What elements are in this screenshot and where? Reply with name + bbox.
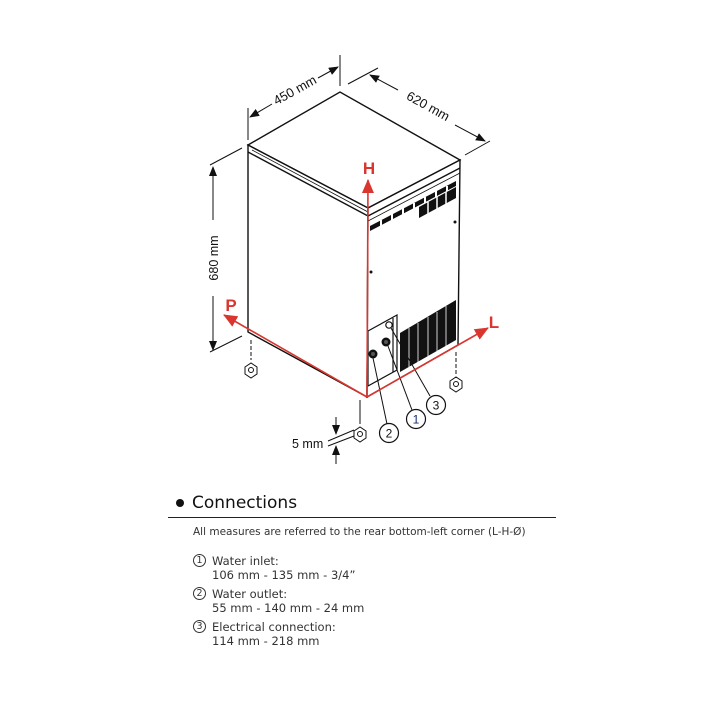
connection-item-electrical	[193, 620, 558, 648]
connection-item-water-outlet	[193, 587, 558, 615]
depth-label: 620 mm	[404, 88, 453, 125]
connections-note: All measures are referred to the rear bottom-left corner (L-H-Ø)	[193, 526, 526, 538]
connection-values: 55 mm - 140 mm - 24 mm	[212, 601, 365, 615]
svg-text:3: 3	[432, 398, 440, 413]
h-axis-label: H	[362, 159, 376, 178]
connections-list	[193, 554, 558, 648]
connection-label: Water inlet:	[212, 554, 279, 568]
callout-1	[407, 410, 426, 429]
h-axis-line	[367, 180, 368, 397]
l-axis-label: L	[488, 313, 500, 332]
water-outlet-port	[369, 350, 378, 359]
connection-values: 106 mm - 135 mm - 3/4”	[212, 568, 356, 582]
callout-2	[380, 424, 399, 443]
number-3-icon: 3	[193, 620, 206, 633]
connections-heading	[176, 490, 558, 516]
callout-3	[427, 396, 446, 415]
connection-label: Water outlet:	[212, 587, 288, 601]
foot-height-dimension	[328, 417, 354, 464]
number-2-icon: 2	[193, 587, 206, 600]
number-1-icon: 1	[193, 554, 206, 567]
connections-section	[168, 490, 558, 653]
connection-values: 114 mm - 218 mm	[212, 634, 320, 648]
bullet-icon	[176, 499, 184, 507]
connection-label: Electrical connection:	[212, 620, 336, 634]
height-label: 680 mm	[207, 235, 221, 281]
water-inlet-port	[382, 338, 391, 347]
connections-title: Connections	[192, 493, 298, 513]
connection-item-water-inlet	[193, 554, 558, 582]
p-axis-label: P	[225, 296, 237, 315]
electrical-port	[386, 322, 392, 328]
section-divider	[168, 517, 556, 518]
svg-text:2: 2	[385, 426, 393, 441]
width-label: 450 mm	[270, 72, 319, 109]
svg-text:1: 1	[412, 412, 420, 427]
foot-height-label: 5 mm	[292, 437, 324, 451]
